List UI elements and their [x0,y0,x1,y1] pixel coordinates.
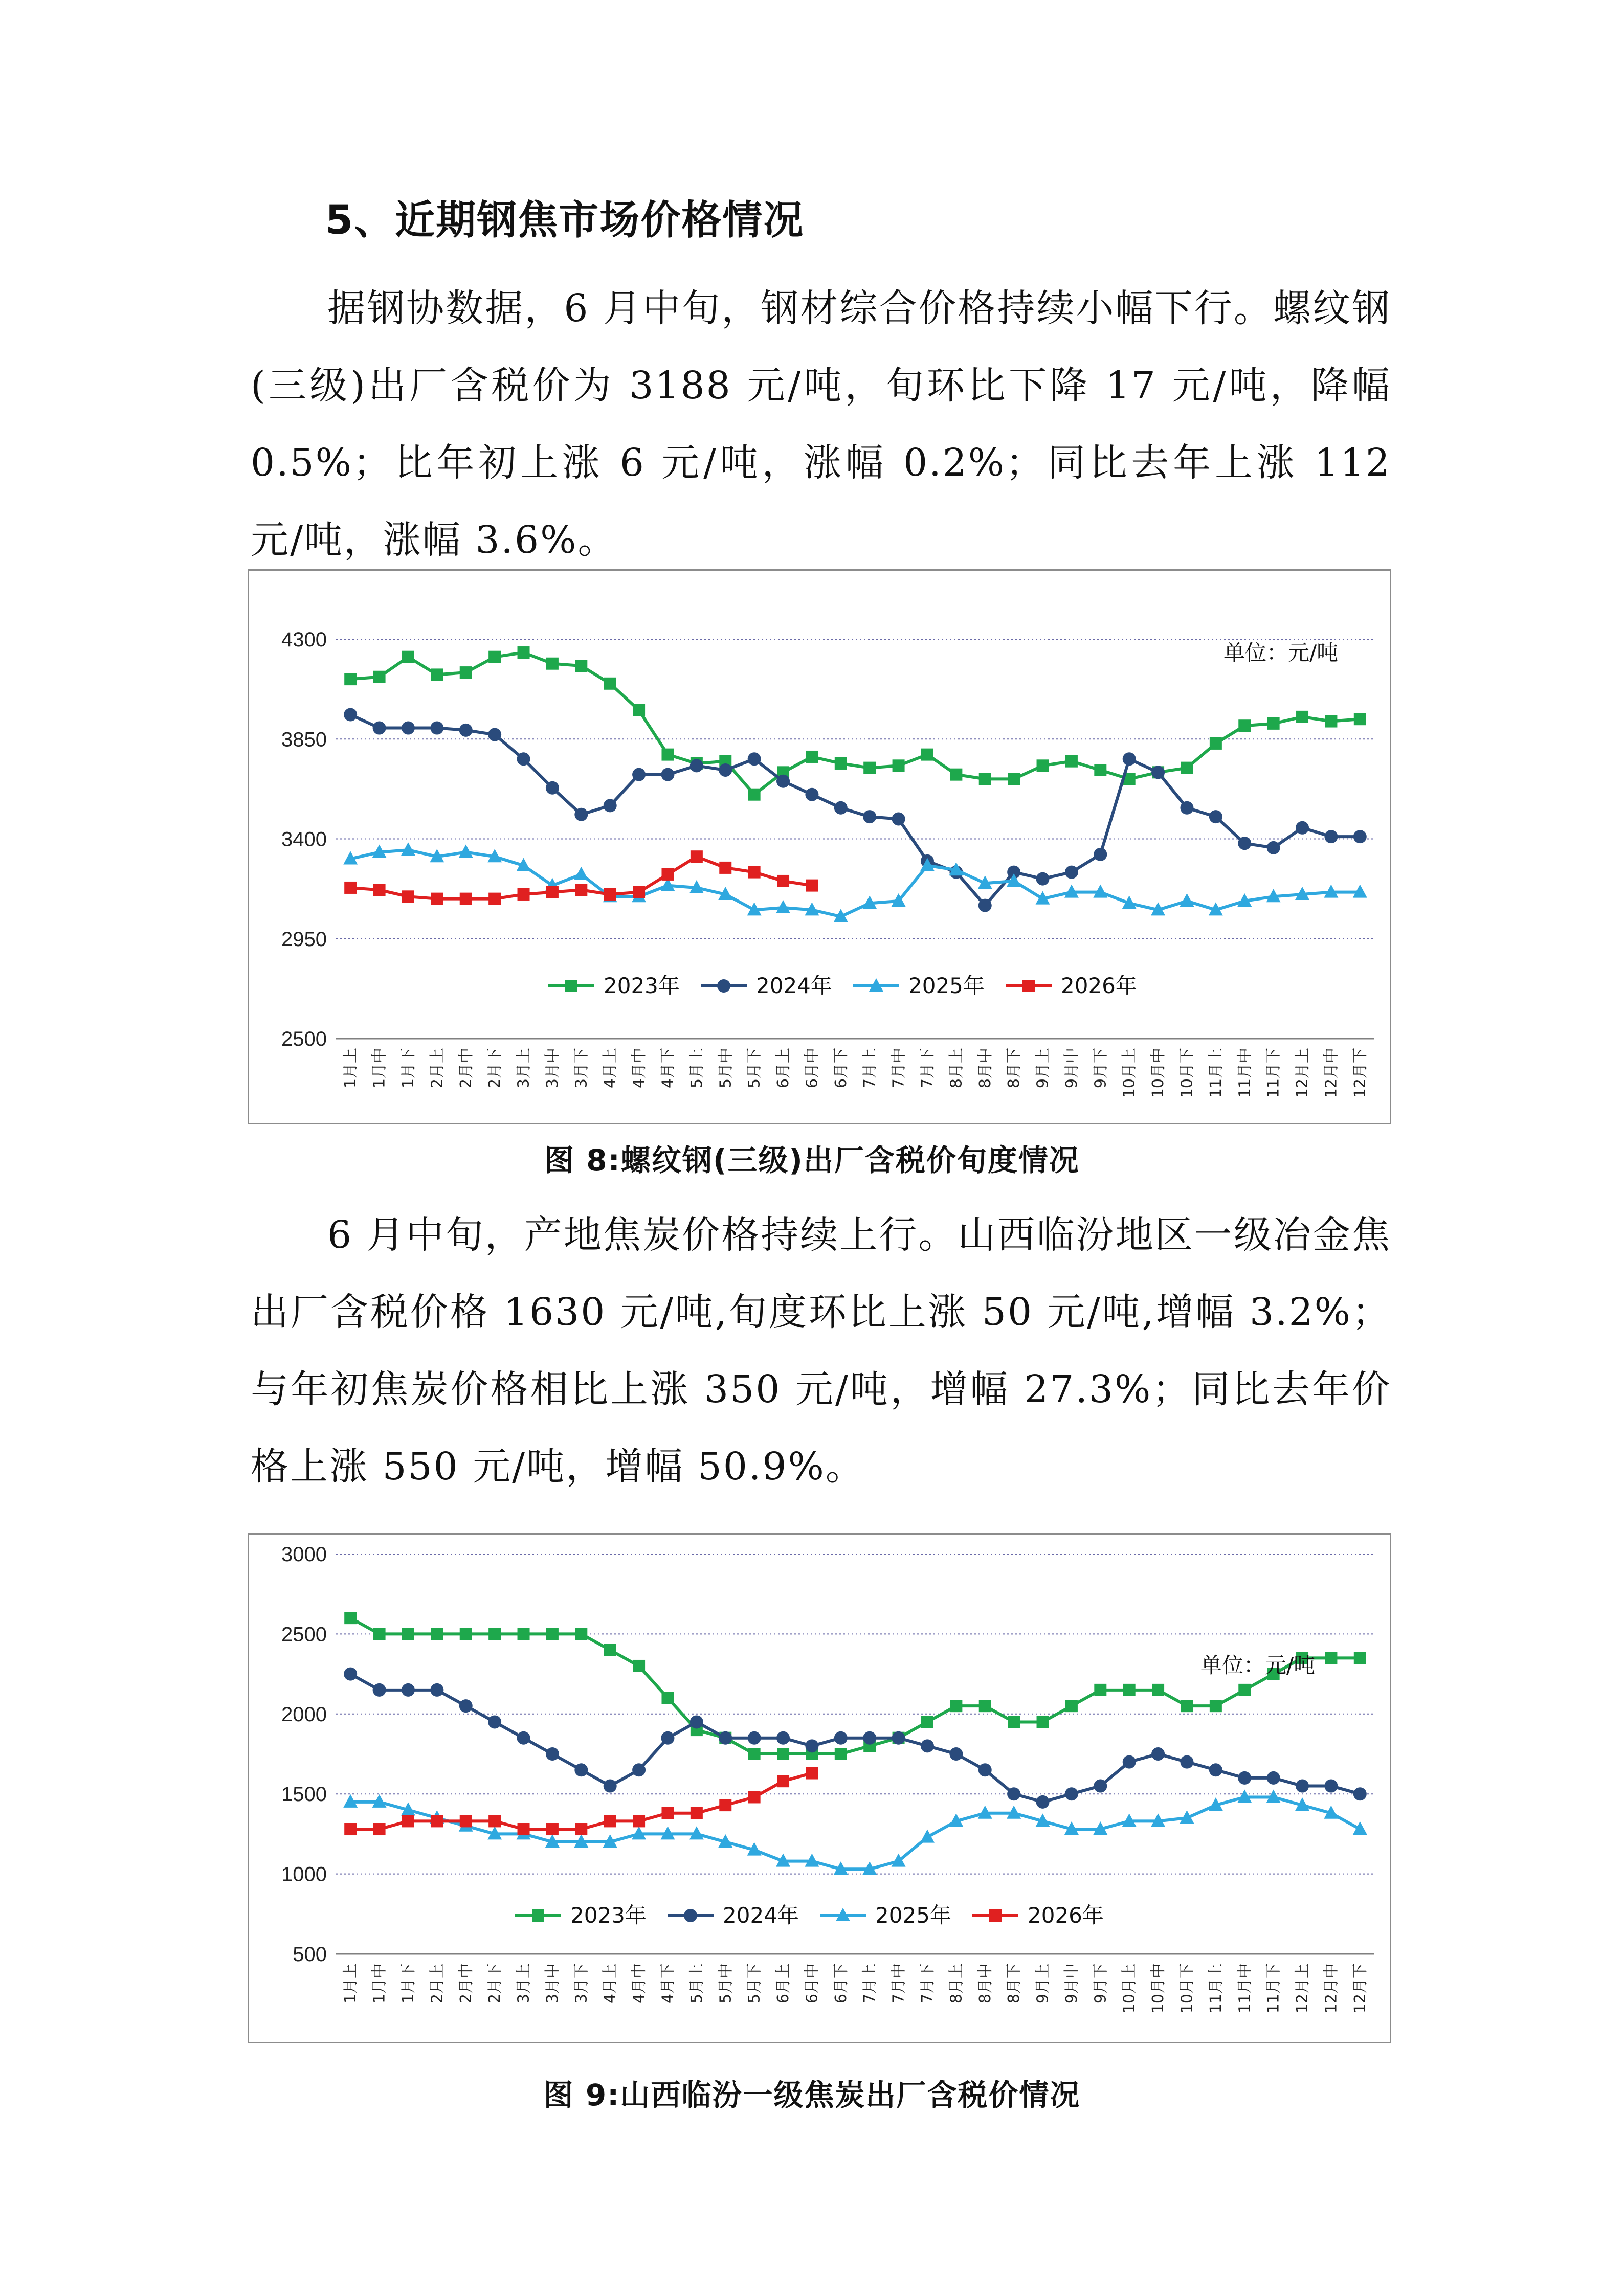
data-point [1094,1684,1106,1696]
x-tick-label: 2月上 [428,1963,447,2004]
x-tick-label: 10月下 [1178,1963,1196,2014]
x-tick-label: 3月下 [572,1048,591,1089]
data-point [1152,1684,1164,1696]
x-tick-label: 9月上 [1034,1048,1052,1089]
x-tick-label: 4月下 [659,1963,677,2004]
series-line [350,1773,812,1829]
data-point [921,1716,933,1728]
data-point [633,886,645,898]
data-point [402,1683,415,1697]
x-tick-label: 12月上 [1294,1048,1312,1098]
data-point [1324,1780,1338,1793]
data-point [460,893,472,905]
legend-label: 2023年 [570,1903,647,1928]
data-point [1181,762,1193,774]
data-point [373,1823,386,1835]
data-point [805,1739,818,1752]
data-point [661,749,674,761]
x-tick-label: 12月上 [1294,1963,1312,2014]
data-point [691,1807,703,1819]
x-tick-label: 3月中 [543,1963,562,2004]
data-point [1210,737,1222,750]
y-tick-label: 1500 [281,1783,327,1806]
data-point [604,888,616,901]
x-tick-label: 3月上 [515,1963,533,2004]
data-point [604,678,616,690]
data-point [1238,1771,1251,1785]
data-point [459,845,473,858]
data-point [574,867,588,880]
data-point [1037,759,1049,772]
x-tick-label: 10月中 [1149,1963,1168,2014]
data-point [344,882,357,894]
data-point [892,1731,905,1745]
data-point [1037,1716,1049,1728]
data-point [459,1699,473,1713]
data-point [488,728,501,741]
x-tick-label: 7月上 [861,1963,879,2004]
data-point [633,1660,645,1672]
data-point [1151,1747,1165,1761]
y-tick-label: 500 [293,1943,327,1966]
data-point [460,666,472,679]
x-tick-label: 3月上 [515,1048,533,1089]
data-point [892,812,905,825]
data-point [574,808,588,821]
data-point [834,1731,848,1745]
data-point [776,775,790,788]
x-tick-label: 12月中 [1322,1048,1341,1098]
data-point [1238,837,1251,850]
y-tick-label: 4300 [281,628,327,651]
data-point [1296,711,1308,723]
data-point [546,1747,559,1761]
legend-label: 2024年 [723,1903,799,1928]
data-point [546,1628,559,1640]
steel-price-chart [248,569,1391,1124]
data-point [431,1628,443,1640]
data-point [777,1775,789,1787]
data-point [691,850,703,863]
data-point [1267,1771,1280,1785]
data-point [748,1731,761,1745]
x-tick-label: 7月中 [889,1048,908,1089]
data-point [517,1731,530,1745]
series-2023年 [344,646,1366,801]
data-point [1354,713,1366,725]
legend-marker [989,1909,1002,1922]
x-tick-label: 11月上 [1207,1048,1225,1098]
x-tick-label: 6月中 [803,1963,821,2004]
data-point [1354,1652,1366,1664]
series-line [350,850,1360,916]
data-point [863,762,876,774]
data-point [1238,719,1251,732]
data-point [690,1715,703,1728]
data-point [402,1628,414,1640]
figure-8-caption: 图 8:螺纹钢(三级)出厂含税价旬度情况 [544,1143,1080,1178]
data-point [661,868,674,881]
x-tick-label: 9月中 [1062,1963,1081,2004]
data-point [431,668,443,681]
data-point [1123,1684,1136,1696]
data-point [863,1731,876,1745]
data-point [661,1731,674,1745]
x-tick-label: 1月中 [370,1963,389,2004]
data-point [1296,821,1309,835]
data-point [776,1731,790,1745]
legend-label: 2026年 [1061,973,1137,998]
data-point [546,658,559,670]
data-point [1325,1652,1337,1664]
data-point [920,1830,935,1843]
x-tick-label: 9月中 [1062,1048,1081,1089]
x-tick-label: 2月下 [486,1963,504,2004]
y-tick-label: 3850 [281,728,327,751]
data-point [459,724,473,737]
x-tick-label: 12月下 [1351,1963,1369,2014]
data-point [1210,1700,1222,1712]
data-point [1036,872,1050,886]
series-line [350,1797,1360,1869]
x-tick-label: 6月下 [832,1963,850,2004]
x-tick-label: 6月下 [832,1048,850,1089]
data-point [1353,1787,1367,1800]
data-point [402,722,415,735]
data-point [978,1763,992,1776]
data-point [546,781,559,795]
x-tick-label: 11月上 [1207,1963,1225,2014]
data-point [1065,755,1078,768]
legend-marker [717,979,730,993]
y-tick-label: 2500 [281,1028,327,1050]
y-tick-label: 2000 [281,1703,327,1726]
data-point [431,1815,443,1827]
data-point [517,752,530,766]
data-point [719,1799,731,1811]
data-point [777,1748,789,1760]
legend-item [1006,973,1137,998]
data-point [1180,1755,1193,1769]
data-point [1065,1700,1078,1712]
x-tick-label: 9月下 [1092,1963,1110,2004]
data-point [488,1628,501,1640]
coke-price-chart [248,1533,1391,2043]
data-point [834,801,848,815]
x-tick-label: 1月下 [399,1963,417,2004]
x-tick-label: 1月中 [370,1048,389,1089]
x-tick-label: 10月中 [1149,1048,1168,1098]
data-point [604,1644,616,1656]
x-tick-label: 8月中 [976,1963,994,2004]
legend-item [668,1903,799,1928]
data-point [748,1791,761,1803]
unit-label: 单位：元/吨 [1200,1653,1316,1678]
data-point [575,884,587,896]
data-point [719,862,731,874]
data-point [748,866,761,879]
data-point [950,1700,962,1712]
legend-label: 2023年 [604,973,680,998]
y-tick-label: 2950 [281,928,327,951]
data-point [893,759,905,772]
data-point [1238,1684,1251,1696]
data-point [633,1815,645,1827]
data-point [1181,1700,1193,1712]
legend-label: 2026年 [1028,1903,1104,1928]
data-point [1094,764,1106,776]
data-point [344,1823,357,1835]
x-tick-label: 10月下 [1178,1048,1196,1098]
data-point [633,704,645,716]
legend-item [701,973,832,998]
data-point [1267,717,1280,730]
data-point [1209,1763,1222,1776]
data-point [805,788,818,801]
data-point [835,1748,847,1760]
coke-paragraph [251,1197,1391,1505]
data-point [748,789,761,801]
data-point [1296,1780,1309,1793]
data-point [632,1763,646,1776]
data-point [1123,752,1136,766]
x-tick-label: 11月下 [1264,1048,1283,1098]
data-point [488,1815,501,1827]
data-point [806,751,818,763]
y-tick-label: 1000 [281,1863,327,1886]
data-point [1008,773,1020,785]
series-line [350,652,1360,795]
legend-item [853,973,985,998]
data-point [632,768,646,781]
section-heading: 5、近期钢焦市场价格情况 [325,197,805,243]
data-point [430,1683,443,1697]
data-point [546,1823,559,1835]
x-tick-label: 5月下 [745,1963,764,2004]
series-2026年 [344,1767,818,1835]
coke-paragraph-text: 6 月中旬，产地焦炭价格持续上行。山西临汾地区一级冶金焦出厂含税价格 1630 元/吨,旬度环比上涨 50 元/吨,增幅 3.2%；与年初焦炭价格相比上涨 350 元/吨，增幅 27.3%；同比去年价格上涨 550 元/吨，增幅 50.9%。 [251,1213,1391,1489]
data-point [806,1767,818,1780]
data-point [402,1815,414,1827]
data-point [1094,848,1107,861]
x-tick-label: 3月下 [572,1963,591,2004]
x-tick-label: 4月上 [601,1048,619,1089]
data-point [921,749,933,761]
x-tick-label: 8月上 [947,1048,966,1089]
x-tick-label: 8月下 [1005,1048,1024,1089]
data-point [1325,715,1337,728]
data-point [661,768,674,781]
data-point [1094,1780,1107,1793]
data-point [344,708,357,722]
x-tick-label: 1月上 [342,1048,360,1089]
legend-item [548,973,680,998]
data-point [373,722,386,735]
data-point [1353,1821,1367,1835]
data-point [460,1628,472,1640]
series-line [350,1618,1360,1754]
x-tick-label: 12月下 [1351,1048,1369,1098]
data-point [1065,1787,1078,1800]
data-point [430,722,443,735]
data-point [604,1780,617,1793]
data-point [1324,830,1338,843]
data-point [1008,1716,1020,1728]
data-point [835,757,847,770]
x-tick-label: 11月中 [1236,1963,1254,2014]
steel-price-chart-svg [249,571,1390,1123]
x-tick-label: 11月中 [1236,1048,1254,1098]
x-tick-label: 1月上 [342,1963,360,2004]
legend-label: 2024年 [756,973,832,998]
data-point [1209,810,1222,823]
data-point [488,651,501,663]
data-point [518,1823,530,1835]
figure-9-caption: 图 9:山西临汾一级焦炭出厂含税价情况 [543,2078,1081,2112]
legend-label: 2025年 [875,1903,951,1928]
y-tick-label: 3000 [281,1543,327,1566]
legend-item [820,1903,951,1928]
x-tick-label: 11月下 [1264,1963,1283,2014]
data-point [1007,1787,1020,1800]
unit-label: 单位：元/吨 [1223,640,1339,665]
x-tick-label: 5月中 [717,1048,735,1089]
x-tick-label: 4月中 [630,1048,649,1089]
x-tick-label: 5月上 [687,1048,706,1089]
data-point [661,1807,674,1819]
data-point [719,1731,732,1745]
data-point [949,1747,963,1761]
data-point [979,773,991,785]
data-point [344,673,357,685]
data-point [574,1763,588,1776]
x-tick-label: 6月上 [774,1963,793,2004]
data-point [373,671,386,683]
legend-label: 2025年 [908,973,985,998]
data-point [460,1815,472,1827]
data-point [488,1715,501,1728]
data-point [488,893,501,905]
steel-paragraph-text: 据钢协数据，6 月中旬，钢材综合价格持续小幅下行。螺纹钢(三级)出厂含税价为 3188 元/吨，旬环比下降 17 元/吨，降幅 0.5%；比年初上涨 6 元/吨，涨幅 0.2%；同比去年上涨 112 元/吨，涨幅 3.6%。 [251,286,1391,562]
data-point [402,890,414,903]
data-point [546,886,559,898]
x-tick-label: 1月下 [399,1048,417,1089]
data-point [575,1628,587,1640]
data-point [402,651,414,663]
data-point [1123,1755,1136,1769]
series-2025年 [343,842,1367,922]
data-point [748,752,761,766]
x-tick-label: 5月上 [687,1963,706,2004]
x-tick-label: 2月下 [486,1048,504,1089]
legend-marker [532,1909,544,1922]
x-tick-label: 12月中 [1322,1963,1341,2014]
data-point [748,1748,761,1760]
data-point [344,1668,357,1681]
data-point [344,1612,357,1624]
data-point [1036,1795,1050,1809]
data-point [518,646,530,659]
x-tick-label: 2月中 [457,1963,475,2004]
x-tick-label: 6月中 [803,1048,821,1089]
data-point [373,884,386,896]
legend-marker [684,1909,697,1922]
data-point [575,1823,587,1835]
x-tick-label: 6月上 [774,1048,793,1089]
x-tick-label: 9月下 [1092,1048,1110,1089]
data-point [1180,893,1194,907]
legend-marker [565,980,577,992]
data-point [1267,841,1280,854]
series-2025年 [343,1789,1367,1875]
coke-price-chart-svg [249,1535,1390,2042]
x-tick-label: 2月上 [428,1048,447,1089]
series-2024年 [344,1668,1367,1809]
x-tick-label: 5月下 [745,1048,764,1089]
legend-item [515,1903,647,1928]
data-point [661,1692,674,1704]
data-point [575,660,587,672]
series-line [350,715,1360,906]
data-point [978,899,992,912]
x-tick-label: 8月中 [976,1048,994,1089]
data-point [777,875,789,887]
data-point [950,769,962,781]
legend-item [972,1903,1104,1928]
x-tick-label: 4月中 [630,1963,649,2004]
x-tick-label: 8月上 [947,1963,966,2004]
x-tick-label: 9月上 [1034,1963,1052,2004]
data-point [373,1683,386,1697]
data-point [604,799,617,812]
series-line [350,1674,1360,1802]
data-point [518,1628,530,1640]
legend-marker [1022,980,1035,992]
steel-paragraph [251,270,1391,579]
data-point [1353,830,1367,843]
data-point [1065,866,1078,879]
data-point [431,893,443,905]
data-point [604,1815,616,1827]
x-tick-label: 10月上 [1120,1963,1139,2014]
data-point [719,763,732,777]
data-point [373,1628,386,1640]
x-tick-label: 4月下 [659,1048,677,1089]
x-tick-label: 7月上 [861,1048,879,1089]
x-tick-label: 4月上 [601,1963,619,2004]
x-tick-label: 2月中 [457,1048,475,1089]
x-tick-label: 5月中 [717,1963,735,2004]
x-tick-label: 8月下 [1005,1963,1024,2004]
data-point [979,1700,991,1712]
data-point [1151,766,1165,779]
x-tick-label: 7月下 [918,1963,937,2004]
data-point [806,880,818,892]
data-point [690,759,703,772]
data-point [518,888,530,901]
x-tick-label: 7月中 [889,1963,908,2004]
y-tick-label: 2500 [281,1623,327,1646]
data-point [863,810,876,823]
x-tick-label: 10月上 [1120,1048,1139,1098]
data-point [921,1739,934,1752]
data-point [1180,801,1193,815]
x-tick-label: 7月下 [918,1048,937,1089]
x-tick-label: 3月中 [543,1048,562,1089]
y-tick-label: 3400 [281,828,327,851]
